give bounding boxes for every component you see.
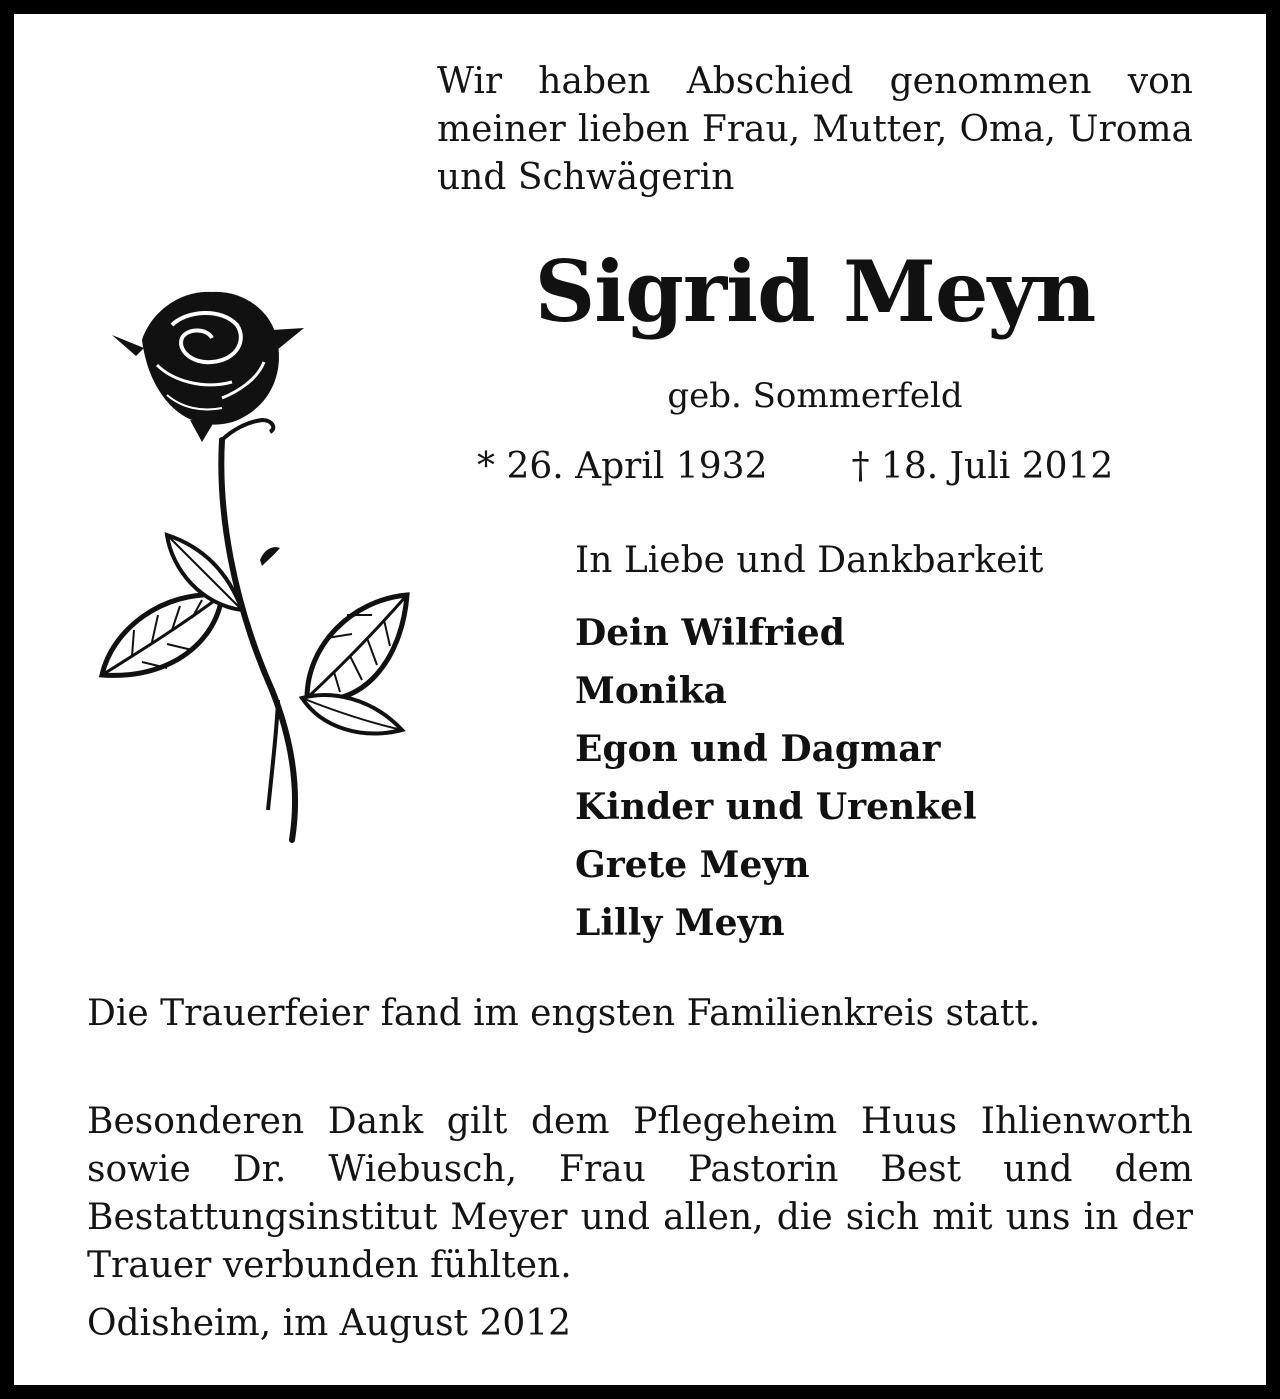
mourners-list: [575, 604, 977, 952]
life-dates: [477, 444, 1113, 490]
intro-text: Wir haben Abschied genommen von meiner lieben Frau, Mutter, Oma, Uroma und Schwägerin: [437, 61, 1193, 198]
mourner-name: Dein Wilfried: [575, 612, 845, 654]
mourner-name: Egon und Dagmar: [575, 728, 941, 770]
mourner-name: Grete Meyn: [575, 844, 810, 886]
death-date: † 18. Juli 2012: [851, 446, 1114, 487]
funeral-note: Die Trauerfeier fand im engsten Familienkreis statt.: [87, 993, 1041, 1034]
mourner-name: Monika: [575, 670, 727, 712]
mourner-name: Lilly Meyn: [575, 902, 785, 944]
thanks-note: Besonderen Dank gilt dem Pflegeheim Huus Ihlienworth sowie Dr. Wiebusch, Frau Pastorin Best und dem Bestattungsinstitut Meyer und allen, die sich mit uns in der Trauer verbunden fühlten.: [87, 1101, 1193, 1286]
closing-phrase: In Liebe und Dankbarkeit: [575, 540, 1044, 581]
mourner-name: Kinder und Urenkel: [575, 786, 977, 828]
place-date: Odisheim, im August 2012: [87, 1303, 572, 1344]
obituary-notice: [14, 14, 1266, 1385]
deceased-name: Sigrid Meyn: [534, 242, 1096, 341]
rose-illustration: [72, 270, 422, 850]
maiden-name: geb. Sommerfeld: [667, 376, 963, 416]
birth-date: * 26. April 1932: [477, 446, 768, 487]
